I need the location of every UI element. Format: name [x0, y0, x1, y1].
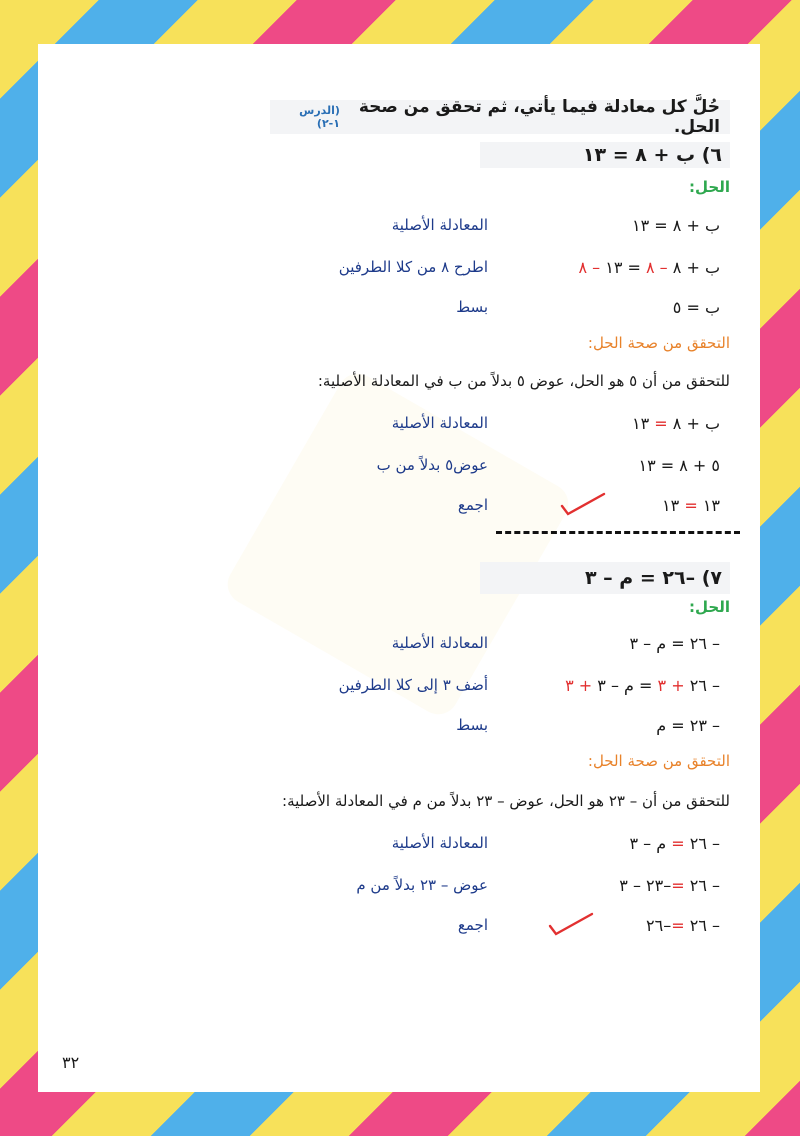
p7-check1-equation: – ٢٦ = م – ٣	[629, 834, 720, 853]
p6-check-text: للتحقق من أن ٥ هو الحل، عوض ٥ بدلاً من ب في المعادلة الأصلية:	[317, 372, 730, 390]
p7-check-text: للتحقق من أن – ٢٣ هو الحل، عوض – ٢٣ بدلاً من م في المعادلة الأصلية:	[282, 792, 730, 810]
p6-step3-equation: ب = ٥	[672, 298, 720, 317]
p6-step1-note: المعادلة الأصلية	[391, 216, 488, 234]
p6-step1-equation: ب + ٨ = ١٣	[632, 216, 720, 235]
solution-label: الحل:	[689, 178, 730, 196]
problem-6-statement: ٦) ب + ٨ = ١٣	[480, 142, 730, 168]
p6-step2-equation: ب + ٨ – ٨ = ١٣ – ٨	[578, 258, 720, 277]
problem-7-statement: ٧) –٢٦ = م – ٣	[480, 562, 730, 594]
p7-step2-equation: – ٢٦ + ٣ = م – ٣ + ٣	[565, 676, 720, 695]
p6-check2-equation: ٥ + ٨ = ١٣	[638, 456, 720, 475]
instruction-text: حُلَّ كل معادلة فيما يأتي، ثم تحقق من صحة الحل.	[358, 97, 720, 137]
p7-step3-equation: – ٢٣ = م	[656, 716, 720, 735]
lesson-reference: (الدرس ١-٢)	[299, 104, 340, 130]
p6-check1-equation: ب + ٨ = ١٣	[631, 414, 720, 433]
p7-step1-equation: – ٢٦ = م – ٣	[629, 634, 720, 653]
p7-check2-note: عوض – ٢٣ بدلاً من م	[356, 876, 488, 894]
checkmark-icon	[546, 910, 596, 940]
p6-check3-note: اجمع	[457, 496, 488, 514]
p6-check-title: التحقق من صحة الحل:	[587, 334, 730, 352]
p7-check-title: التحقق من صحة الحل:	[587, 752, 730, 770]
p6-check1-note: المعادلة الأصلية	[391, 414, 488, 432]
checkmark-icon	[558, 490, 608, 520]
p6-step2-note: اطرح ٨ من كلا الطرفين	[338, 258, 488, 276]
p7-check2-equation: – ٢٦ =–٢٣ – ٣	[619, 876, 720, 895]
p6-check2-note: عوض٥ بدلاً من ب	[376, 456, 488, 474]
p7-check3-note: اجمع	[457, 916, 488, 934]
p7-step1-note: المعادلة الأصلية	[391, 634, 488, 652]
section-divider	[496, 531, 740, 534]
page-number: ٣٢	[62, 1053, 80, 1072]
p7-check1-note: المعادلة الأصلية	[391, 834, 488, 852]
p6-step3-note: بسط	[456, 298, 488, 316]
p7-step2-note: أضف ٣ إلى كلا الطرفين	[338, 676, 488, 694]
worksheet-page	[38, 44, 760, 1092]
solution-label: الحل:	[689, 598, 730, 616]
p7-check3-equation: – ٢٦ =–٢٦	[646, 916, 720, 935]
instruction-banner	[270, 97, 730, 137]
p7-step3-note: بسط	[456, 716, 488, 734]
p6-check3-equation: ١٣ = ١٣	[662, 496, 720, 515]
